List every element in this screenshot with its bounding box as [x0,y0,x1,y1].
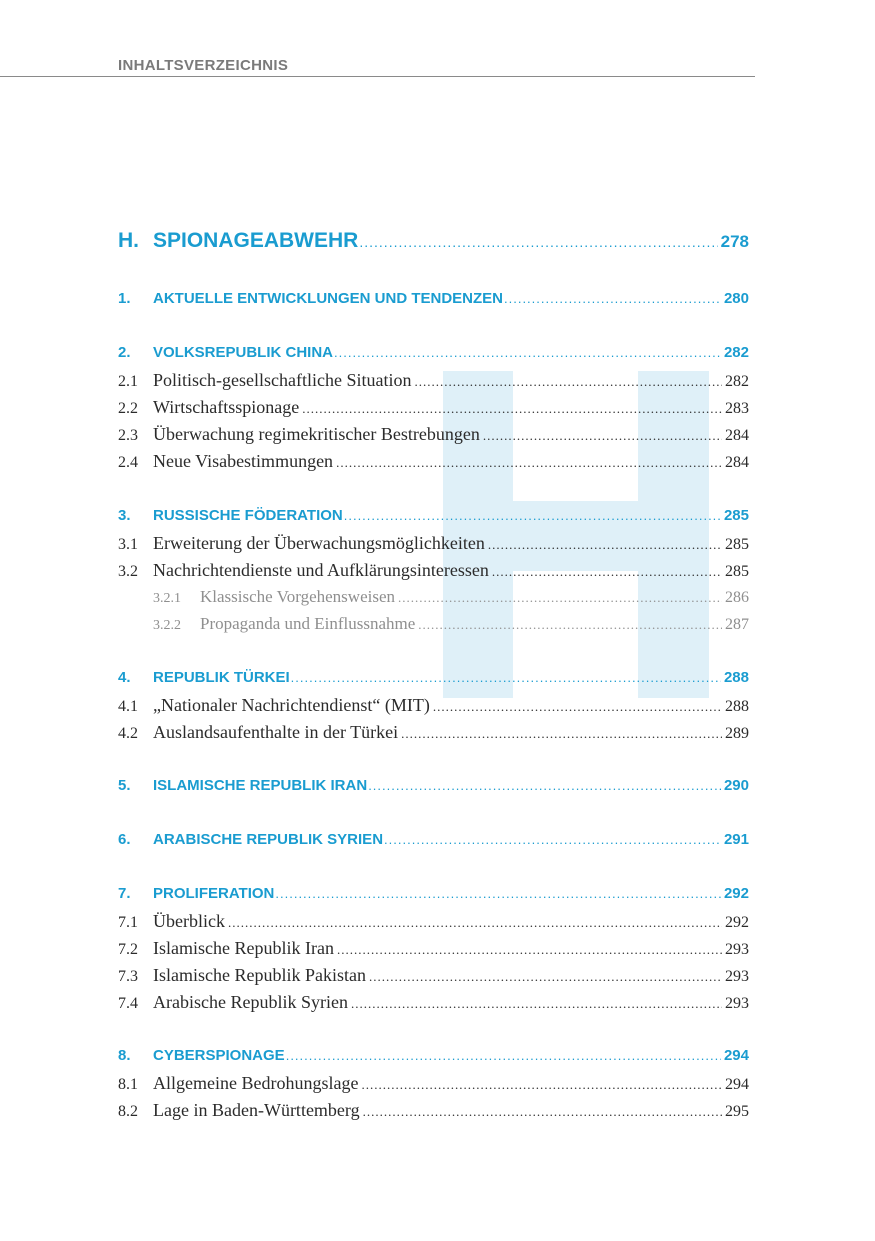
toc-section-4[interactable] [118,669,749,686]
toc-number: 5. [118,777,131,794]
toc-leader-dots [286,1048,721,1063]
toc-leader-dots [302,401,722,417]
toc-title: Politisch-gesellschaftliche Situation [153,370,412,390]
toc-title: Islamische Republik Iran [153,938,334,958]
toc-page-number: 293 [725,941,749,958]
toc-entry-3-2-2[interactable] [118,614,749,634]
toc-entry-7-2[interactable] [118,938,749,959]
toc-entry-3-2-1[interactable] [118,587,749,607]
toc-title: Überblick [153,911,225,931]
toc-number: 2.3 [118,427,138,444]
toc-title: „Nationaler Nachrichtendienst“ (MIT) [153,695,430,715]
toc-page-number: 284 [725,427,749,444]
toc-number: 7.2 [118,941,138,958]
toc-entry-8-1[interactable] [118,1073,749,1094]
toc-page-number: 287 [725,616,749,633]
toc-title: Lage in Baden-Württemberg [153,1100,360,1120]
toc-title: Klassische Vorgehensweisen [200,587,396,606]
toc-page-number: 278 [720,232,749,251]
toc-number: 2.2 [118,400,138,417]
toc-page-number: 285 [725,563,749,580]
toc-page-number: 280 [723,290,749,307]
toc-section-7[interactable] [118,885,749,902]
toc-entry-2-2[interactable] [118,397,749,418]
toc-leader-dots [504,291,721,306]
running-title: INHALTSVERZEICHNIS [118,57,289,74]
toc-title: PROLIFERATION [153,885,275,902]
toc-section-6[interactable] [118,831,749,848]
toc-leader-dots [398,590,722,606]
toc-number: 3.2.2 [153,618,181,633]
toc-entry-3-2[interactable] [118,560,749,581]
toc-entry-3-1[interactable] [118,533,749,554]
toc-page-number: 292 [723,885,749,902]
toc-entry-7-4[interactable] [118,992,749,1013]
toc-entry-4-2[interactable] [118,722,749,743]
toc-leader-dots [361,1077,722,1093]
toc-page-number: 288 [725,698,749,715]
toc-page-number: 292 [725,914,749,931]
toc-title: Neue Visabestimmungen [153,451,334,471]
toc-leader-dots [291,670,721,685]
toc-entry-2-3[interactable] [118,424,749,445]
toc-number: H. [118,229,139,252]
toc-entry-2-4[interactable] [118,451,749,472]
toc-page-number: 285 [723,507,749,524]
toc-number: 6. [118,831,131,848]
toc-page-number: 294 [723,1047,749,1064]
toc-page-number: 289 [725,725,749,742]
toc-leader-dots [384,832,721,847]
toc-page-number: 283 [725,400,749,417]
toc-leader-dots [336,455,722,471]
toc-number: 3.2.1 [153,591,181,606]
toc-title: RUSSISCHE FÖDERATION [153,507,343,524]
toc-leader-dots [334,345,721,360]
toc-title: ARABISCHE REPUBLIK SYRIEN [153,831,384,848]
toc-leader-dots [337,942,722,958]
toc-number: 8.2 [118,1103,138,1120]
toc-number: 2.1 [118,373,138,390]
toc-number: 4. [118,669,131,686]
toc-entry-7-3[interactable] [118,965,749,986]
toc-section-3[interactable] [118,507,749,524]
toc-title: Allgemeine Bedrohungslage [153,1073,359,1093]
toc-title: Überwachung regimekritischer Bestrebungen [153,424,480,444]
toc-leader-dots [344,508,721,523]
toc-page-number: 291 [723,831,749,848]
toc-leader-dots [359,234,717,250]
toc-title: Arabische Republik Syrien [153,992,348,1012]
toc-page-number: 294 [725,1076,749,1093]
toc-section-5[interactable] [118,777,749,794]
toc-leader-dots [275,886,721,901]
toc-number: 1. [118,290,131,307]
toc-leader-dots [488,537,722,553]
toc-section-1[interactable] [118,290,749,307]
toc-leader-dots [363,1104,722,1120]
toc-number: 7. [118,885,131,902]
toc-page-number: 295 [725,1103,749,1120]
toc-title: Auslandsaufenthalte in der Türkei [153,722,399,742]
toc-number: 7.3 [118,968,138,985]
toc-page-number: 290 [723,777,749,794]
toc-page-number: 293 [725,968,749,985]
toc-number: 3. [118,507,131,524]
toc-page-number: 293 [725,995,749,1012]
toc-leader-dots [492,564,722,580]
toc-leader-dots [433,699,722,715]
toc-entry-7-1[interactable] [118,911,749,932]
toc-page-number: 282 [723,344,749,361]
toc-leader-dots [351,996,722,1012]
toc-leader-dots [483,428,722,444]
toc-leader-dots [368,778,721,793]
toc-page-number: 286 [725,589,749,606]
toc-leader-dots [414,374,722,390]
toc-number: 8.1 [118,1076,138,1093]
toc-page-number: 285 [725,536,749,553]
toc-number: 8. [118,1047,131,1064]
toc-number: 3.1 [118,536,138,553]
toc-number: 2.4 [118,454,138,471]
toc-entry-4-1[interactable] [118,695,749,716]
toc-page-number: 284 [725,454,749,471]
toc-title: Nachrichtendienste und Aufklärungsinteressen [153,560,489,580]
toc-entry-2-1[interactable] [118,370,749,391]
toc-title: Erweiterung der Überwachungsmöglichkeiten [153,533,485,553]
toc-number: 2. [118,344,131,361]
toc-number: 3.2 [118,563,138,580]
toc-title: REPUBLIK TÜRKEI [153,669,290,686]
toc-leader-dots [369,969,722,985]
toc-section-8[interactable] [118,1047,749,1064]
toc-page-number: 288 [723,669,749,686]
toc-leader-dots [401,726,722,742]
toc-entry-8-2[interactable] [118,1100,749,1121]
toc-number: 7.1 [118,914,138,931]
toc-chapter-h[interactable] [118,229,749,253]
toc-title: SPIONAGEABWEHR [153,229,359,252]
toc-number: 4.2 [118,725,138,742]
toc-title: AKTUELLE ENTWICKLUNGEN UND TENDENZEN [153,290,503,307]
toc-title: Propaganda und Einflussnahme [200,614,416,633]
toc-page-number: 282 [725,373,749,390]
toc-title: CYBERSPIONAGE [153,1047,285,1064]
toc-title: ISLAMISCHE REPUBLIK IRAN [153,777,368,794]
toc-title: Islamische Republik Pakistan [153,965,366,985]
toc-leader-dots [418,617,722,633]
toc-section-2[interactable] [118,344,749,361]
toc-title: Wirtschaftsspionage [153,397,300,417]
toc-title: VOLKSREPUBLIK CHINA [153,344,334,361]
toc-number: 4.1 [118,698,138,715]
toc-number: 7.4 [118,995,138,1012]
toc-leader-dots [228,915,722,931]
